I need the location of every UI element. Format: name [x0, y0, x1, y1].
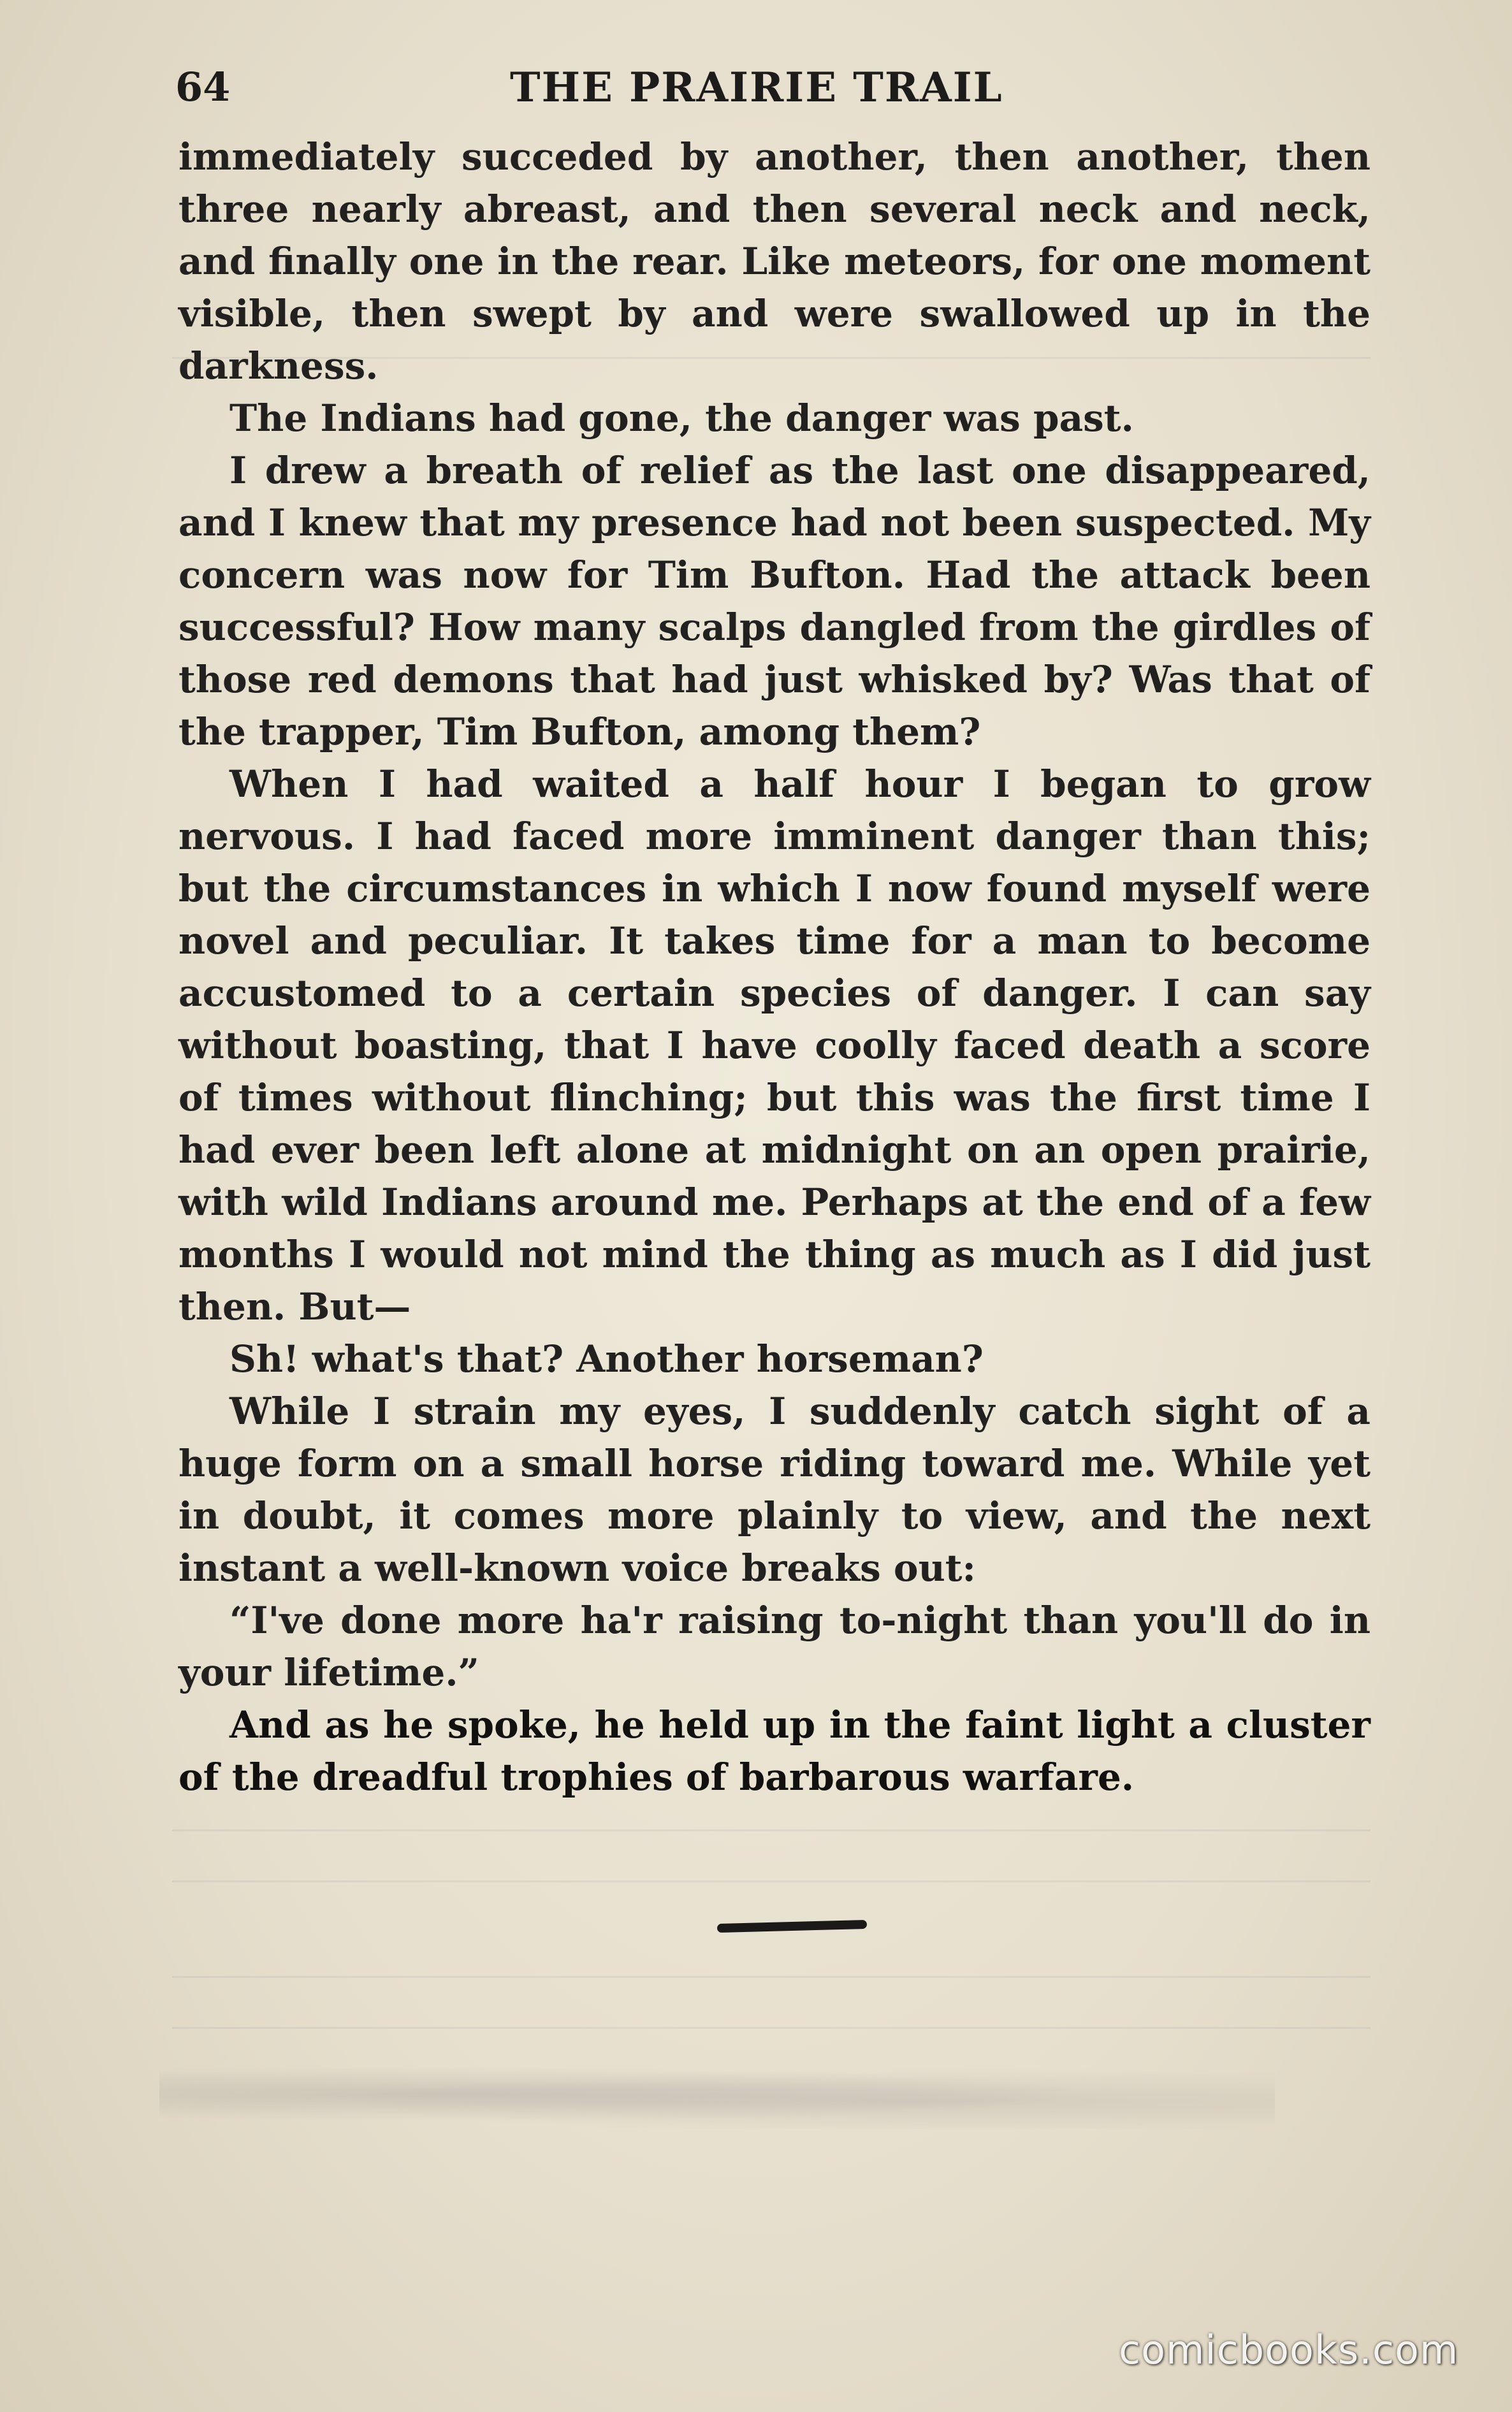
paragraph: The Indians had gone, the danger was past. [229, 396, 1134, 440]
paragraph: “I've done more ha'r raising to-night than you'll do in your lifetime.” [178, 1599, 1370, 1694]
paragraph: I drew a breath of relief as the last one disappeared, and I knew that my presence had not been suspected. My concern was now for Tim Bufton. Had the attack been successful? How many scalps dangled from the girdles of those red demons that had just whisked by? Was that of the trapper, Tim Bufton, among them? [178, 449, 1370, 753]
bleed-through-line [172, 2027, 1370, 2043]
page-number: 64 [175, 64, 231, 110]
paragraph: immediately succeded by another, then another, then three nearly abreast, and then several neck and neck, and finally one in the rear. Like meteors, for one moment visible, then swept by and were swallowed up in the darkness. [178, 135, 1370, 388]
paragraph: While I strain my eyes, I suddenly catch sight of a huge form on a small horse riding toward me. While yet in doubt, it comes more plainly to view, and the next instant a well-known voice breaks out: [178, 1390, 1370, 1590]
ink-smudge [159, 2059, 1275, 2129]
watermark: comicbooks.com [1119, 2327, 1459, 2373]
paragraph: When I had waited a half hour I began to grow nervous. I had faced more imminent danger than this; but the circumstances in which I now found myself were novel and peculiar. It takes time for a man to become accustomed to a certain species of danger. I can say without boasting, that I have coolly faced death a score of times without flinching; but this was the first time I had ever been left alone at midnight on an open prairie, with wild Indians around me. Perhaps at the end of a few months I would not mind the thing as much as I did just then. But— [178, 762, 1370, 1328]
bleed-through-line [172, 1976, 1370, 1992]
paragraph: And as he spoke, he held up in the faint light a cluster of the dreadful trophies of barbarous warfare. [178, 1703, 1370, 1799]
body-text [178, 131, 1370, 1803]
chapter-end-rule [717, 1920, 867, 1933]
bleed-through-line [172, 1829, 1370, 1845]
paragraph: Sh! what's that? Another horseman? [229, 1337, 984, 1381]
running-title: THE PRAIRIE TRAIL [510, 64, 1003, 112]
page-header [175, 64, 1374, 121]
bleed-through-line [172, 1880, 1370, 1896]
